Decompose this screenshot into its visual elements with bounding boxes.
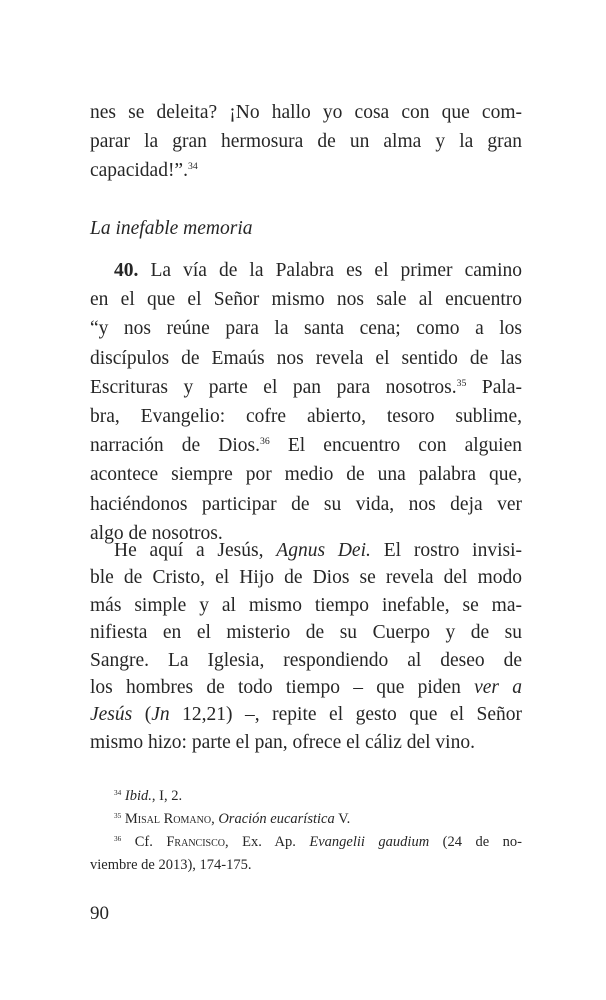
text-run: haciéndonos participar de su vida, nos deja ver xyxy=(90,493,522,515)
footnote xyxy=(90,808,522,831)
text-run: los hombres de todo tiempo – que piden xyxy=(90,676,475,698)
text-line xyxy=(90,831,522,854)
text-run: , xyxy=(211,811,219,827)
paragraph-40 xyxy=(90,256,522,548)
text-line xyxy=(90,537,522,564)
text-line xyxy=(90,701,522,728)
paragraph-continuation xyxy=(90,98,522,186)
footnote-ref: 36 xyxy=(259,436,270,448)
text-run: La vía de la Palabra es el primer camino xyxy=(138,260,522,281)
text-run: Jesús xyxy=(90,704,133,726)
text-run: nes se deleita? ¡No hallo yo cosa con que com- xyxy=(90,102,522,123)
text-run: Ibid. xyxy=(124,788,152,804)
text-run: Misal Romano xyxy=(124,811,212,827)
footnotes xyxy=(90,785,522,877)
text-run: algo de nosotros. xyxy=(90,522,223,544)
text-line xyxy=(90,285,522,314)
text-line xyxy=(90,808,522,831)
footnote xyxy=(90,831,522,877)
text-line xyxy=(90,373,522,402)
text-line xyxy=(90,344,522,373)
text-run: en el que el Señor mismo nos sale al encuentro xyxy=(90,289,522,311)
text-line xyxy=(90,256,522,285)
text-line xyxy=(90,98,522,127)
text-run: viembre de 2013), 174-175. xyxy=(90,857,252,873)
text-run: Escrituras y parte el pan para nosotros. xyxy=(90,376,457,398)
text-line xyxy=(90,314,522,343)
text-line xyxy=(90,402,522,431)
text-run: más simple y al mismo tiempo inefable, se ma- xyxy=(90,594,522,616)
text-run: Jn xyxy=(151,704,170,726)
text-run: Oración eucarística xyxy=(218,811,335,827)
footnote-ref: 36 xyxy=(114,834,122,843)
text-run: nifiesta en el misterio de su Cuerpo y de su xyxy=(90,622,522,644)
text-run: El rostro invisi- xyxy=(370,540,522,561)
text-line xyxy=(90,674,522,701)
footnote xyxy=(90,785,522,808)
footnote-ref: 35 xyxy=(114,811,122,820)
text-run: Agnus Dei. xyxy=(276,540,371,561)
text-line xyxy=(90,490,522,519)
text-line xyxy=(90,647,522,674)
text-run: Francisco xyxy=(166,834,225,850)
footnote-ref: 35 xyxy=(456,377,467,389)
text-line xyxy=(90,431,522,460)
text-run: “y nos reúne para la santa cena; como a los xyxy=(90,318,522,340)
text-run: Sangre. La Iglesia, respondiendo al deseo de xyxy=(90,649,522,671)
text-run: discípulos de Emaús nos revela el sentido de las xyxy=(90,347,522,369)
footnote-ref: 34 xyxy=(187,161,198,173)
text-run: Evangelii gaudium xyxy=(309,834,430,850)
text-run: ver a xyxy=(474,676,522,698)
text-line xyxy=(90,785,522,808)
text-line xyxy=(90,592,522,619)
text-run: parar la gran hermosura de un alma y la gran xyxy=(90,131,522,153)
text-line xyxy=(90,564,522,591)
text-line xyxy=(90,156,522,185)
text-line xyxy=(90,619,522,646)
text-run: , I, 2. xyxy=(151,788,183,804)
text-run: mismo hizo: parte el pan, ofrece el cáliz del vino. xyxy=(90,731,475,753)
text-line xyxy=(90,127,522,156)
text-run: (24 de no- xyxy=(429,834,522,850)
section-heading: La inefable memoria xyxy=(90,218,253,239)
text-run: V. xyxy=(334,811,351,827)
text-run: 40. xyxy=(114,260,139,281)
text-line xyxy=(90,854,522,877)
text-run: Cf. xyxy=(121,834,167,850)
text-run: narración de Dios. xyxy=(90,435,260,457)
page-number: 90 xyxy=(90,903,109,924)
text-run: ble de Cristo, el Hijo de Dios se revela del modo xyxy=(90,567,522,589)
text-run: acontece siempre por medio de una palabra que, xyxy=(90,464,522,486)
footnote-ref: 34 xyxy=(114,788,122,797)
text-run: , Ex. Ap. xyxy=(225,834,310,850)
text-line xyxy=(90,729,522,756)
text-run: He aquí a Jesús, xyxy=(114,540,277,561)
text-run: El encuentro con alguien xyxy=(269,435,522,457)
text-run: capacidad!”. xyxy=(90,160,188,182)
text-line xyxy=(90,460,522,489)
text-run: 12,21) –, repite el gesto que el Señor xyxy=(169,704,522,726)
paragraph-agnus-dei xyxy=(90,537,522,756)
text-run: ( xyxy=(132,704,152,726)
text-run: Pala- xyxy=(466,376,522,398)
text-run: bra, Evangelio: cofre abierto, tesoro sublime, xyxy=(90,405,522,427)
